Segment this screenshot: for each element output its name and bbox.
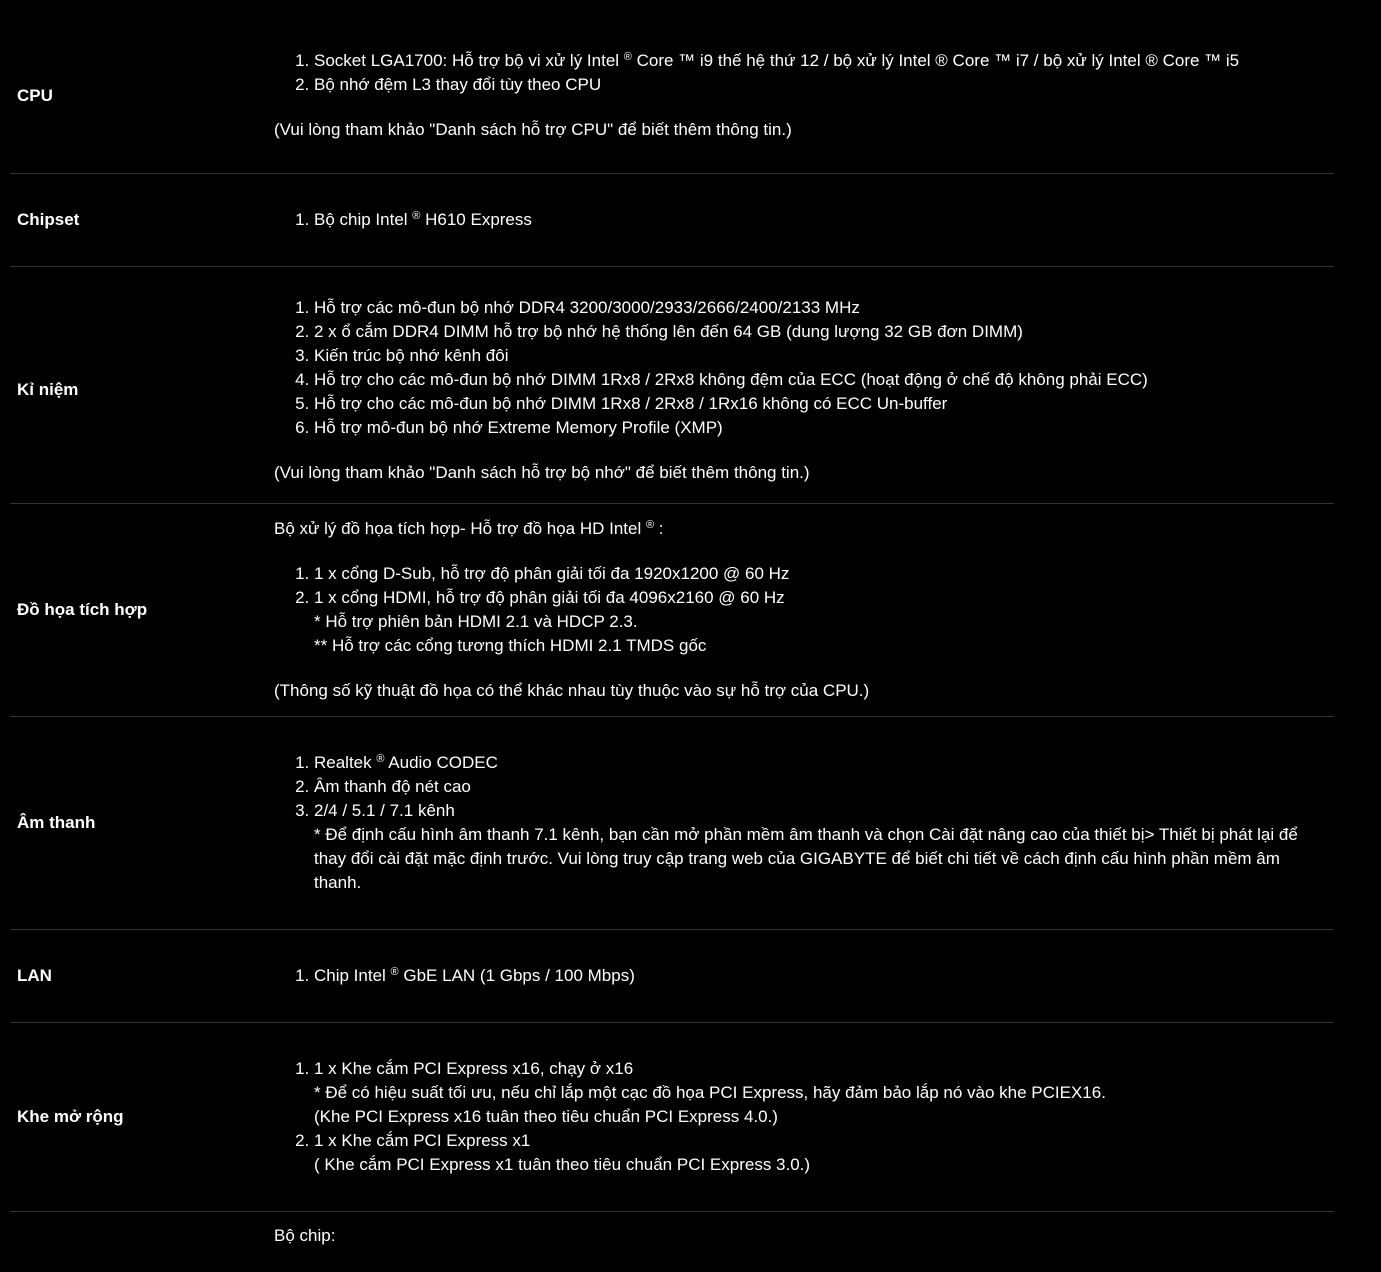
cpu-list	[274, 49, 1314, 97]
spec-table	[10, 0, 1334, 1272]
spec-row-storage	[10, 1212, 1334, 1272]
spec-label-chipset: Chipset	[17, 210, 80, 229]
lan-item-1	[314, 964, 1314, 988]
spec-label-audio: Âm thanh	[17, 813, 96, 832]
spec-content-expansion	[274, 1057, 1334, 1177]
spec-label-cpu: CPU	[17, 85, 53, 105]
audio-item-2: 2. Âm thanh độ nét cao	[314, 775, 1314, 799]
memory-item-1: 1. Hỗ trợ các mô-đun bộ nhớ DDR4 3200/3000/2933/2666/2400/2133 MHz	[314, 296, 1314, 320]
spec-row-expansion	[10, 1023, 1334, 1212]
audio-item-1-text: Realtek	[314, 753, 377, 772]
spec-content-lan	[274, 964, 1334, 988]
registered-mark: ®	[390, 966, 399, 978]
spec-content-cpu	[274, 49, 1334, 142]
expansion-item-1-text: 1 x Khe cắm PCI Express x16, chạy ở x16	[314, 1059, 634, 1078]
cpu-item-1-text-rest: Core ™ i9 thế hệ thứ 12 / bộ xử lý Intel ® Core ™ i7 / bộ xử lý Intel ® Core ™ i5	[631, 51, 1240, 70]
expansion-item-1-note-1: * Để có hiệu suất tối ưu, nếu chỉ lắp một cạc đồ họa PCI Express, hãy đảm bảo lắp nó vào khe PCIEX16.	[314, 1083, 1106, 1102]
spec-label-lan: LAN	[17, 966, 52, 985]
memory-item-4: 4. Hỗ trợ cho các mô-đun bộ nhớ DIMM 1Rx8 / 2Rx8 không đệm của ECC (hoạt động ở chế độ không phải ECC)	[314, 368, 1314, 392]
spec-label-graphics: Đồ họa tích hợp	[17, 600, 148, 619]
registered-mark: ®	[645, 519, 655, 531]
cpu-item-2: 2. Bộ nhớ đệm L3 thay đổi tùy theo CPU	[314, 73, 1314, 97]
graphics-note: (Thông số kỹ thuật đồ họa có thể khác nhau tùy thuộc vào sự hỗ trợ của CPU.)	[274, 681, 870, 700]
spec-row-graphics	[10, 504, 1334, 717]
cpu-item-1	[314, 49, 1314, 73]
spec-row-chipset	[10, 174, 1334, 267]
graphics-item-2	[314, 586, 1314, 658]
graphics-list	[274, 562, 1314, 658]
lan-list	[274, 964, 1314, 988]
spec-content-graphics	[274, 517, 1334, 703]
expansion-item-2-text: 1 x Khe cắm PCI Express x1	[314, 1131, 531, 1150]
lan-item-1-text-rest: GbE LAN (1 Gbps / 100 Mbps)	[398, 966, 635, 985]
spec-label-expansion: Khe mở rộng	[17, 1107, 124, 1126]
spec-row-audio	[10, 717, 1334, 930]
cpu-item-1-text: Socket LGA1700: Hỗ trợ bộ vi xử lý Intel	[314, 51, 624, 70]
audio-list	[274, 751, 1314, 895]
memory-list	[274, 296, 1314, 440]
graphics-item-1: 1. 1 x cổng D-Sub, hỗ trợ độ phân giải tối đa 1920x1200 @ 60 Hz	[314, 562, 1314, 586]
memory-note: (Vui lòng tham khảo "Danh sách hỗ trợ bộ nhớ" để biết thêm thông tin.)	[274, 462, 810, 482]
spec-row-memory	[10, 267, 1334, 504]
graphics-subnote-2: ** Hỗ trợ các cổng tương thích HDMI 2.1 TMDS gốc	[314, 636, 707, 655]
audio-item-3-note: * Để định cấu hình âm thanh 7.1 kênh, bạn cần mở phần mềm âm thanh và chọn Cài đặt nâng cao của thiết bị> Thiết bị phát lại để thay đổi cài đặt mặc định trước. Vui lòng truy cập trang web của GIGABYTE để biết chi tiết về cách định cấu hình phần mềm âm thanh.	[314, 825, 1298, 892]
spec-content-chipset	[274, 208, 1334, 232]
registered-mark: ®	[623, 51, 632, 63]
spec-label-memory: Kỉ niệm	[17, 380, 79, 399]
spec-content-memory	[274, 296, 1334, 485]
spec-content-audio	[274, 751, 1334, 895]
graphics-subnote-1: * Hỗ trợ phiên bản HDMI 2.1 và HDCP 2.3.	[314, 612, 638, 631]
expansion-item-1-note-2: (Khe PCI Express x16 tuân theo tiêu chuẩn PCI Express 4.0.)	[314, 1107, 778, 1126]
graphics-item-2-text: 1 x cổng HDMI, hỗ trợ độ phân giải tối đa 4096x2160 @ 60 Hz	[314, 588, 785, 607]
lan-item-1-text: Chip Intel	[314, 966, 391, 985]
memory-item-2: 2. 2 x ổ cắm DDR4 DIMM hỗ trợ bộ nhớ hệ thống lên đến 64 GB (dung lượng 32 GB đơn DIMM)	[314, 320, 1314, 344]
memory-item-5: 5. Hỗ trợ cho các mô-đun bộ nhớ DIMM 1Rx8 / 2Rx8 / 1Rx16 không có ECC Un-buffer	[314, 392, 1314, 416]
registered-mark: ®	[376, 753, 385, 765]
expansion-item-2	[314, 1129, 1314, 1177]
audio-item-3-text: 2/4 / 5.1 / 7.1 kênh	[314, 801, 455, 820]
spec-row-lan	[10, 930, 1334, 1023]
cpu-note: (Vui lòng tham khảo "Danh sách hỗ trợ CPU" để biết thêm thông tin.)	[274, 120, 792, 139]
storage-intro: Bộ chip:	[274, 1226, 336, 1245]
expansion-list	[274, 1057, 1314, 1177]
graphics-intro-text: Bộ xử lý đồ họa tích hợp- Hỗ trợ đồ họa HD Intel	[274, 519, 646, 538]
chipset-item-1-text-rest: H610 Express	[420, 210, 532, 229]
audio-item-3	[314, 799, 1314, 895]
audio-item-1-text-rest: Audio CODEC	[384, 753, 498, 772]
registered-mark: ®	[412, 210, 421, 222]
chipset-item-1-text: Bộ chip Intel	[314, 210, 413, 229]
graphics-intro-text-rest: :	[654, 519, 664, 538]
expansion-item-2-note: ( Khe cắm PCI Express x1 tuân theo tiêu chuẩn PCI Express 3.0.)	[314, 1155, 811, 1174]
chipset-list	[274, 208, 1314, 232]
spec-row-cpu	[10, 0, 1334, 174]
expansion-item-1	[314, 1057, 1314, 1129]
memory-item-6: 6. Hỗ trợ mô-đun bộ nhớ Extreme Memory Profile (XMP)	[314, 416, 1314, 440]
graphics-intro	[274, 517, 1314, 541]
audio-item-1	[314, 751, 1314, 775]
memory-item-3: 3. Kiến trúc bộ nhớ kênh đôi	[314, 344, 1314, 368]
spec-content-storage	[274, 1224, 1334, 1248]
chipset-item-1	[314, 208, 1314, 232]
